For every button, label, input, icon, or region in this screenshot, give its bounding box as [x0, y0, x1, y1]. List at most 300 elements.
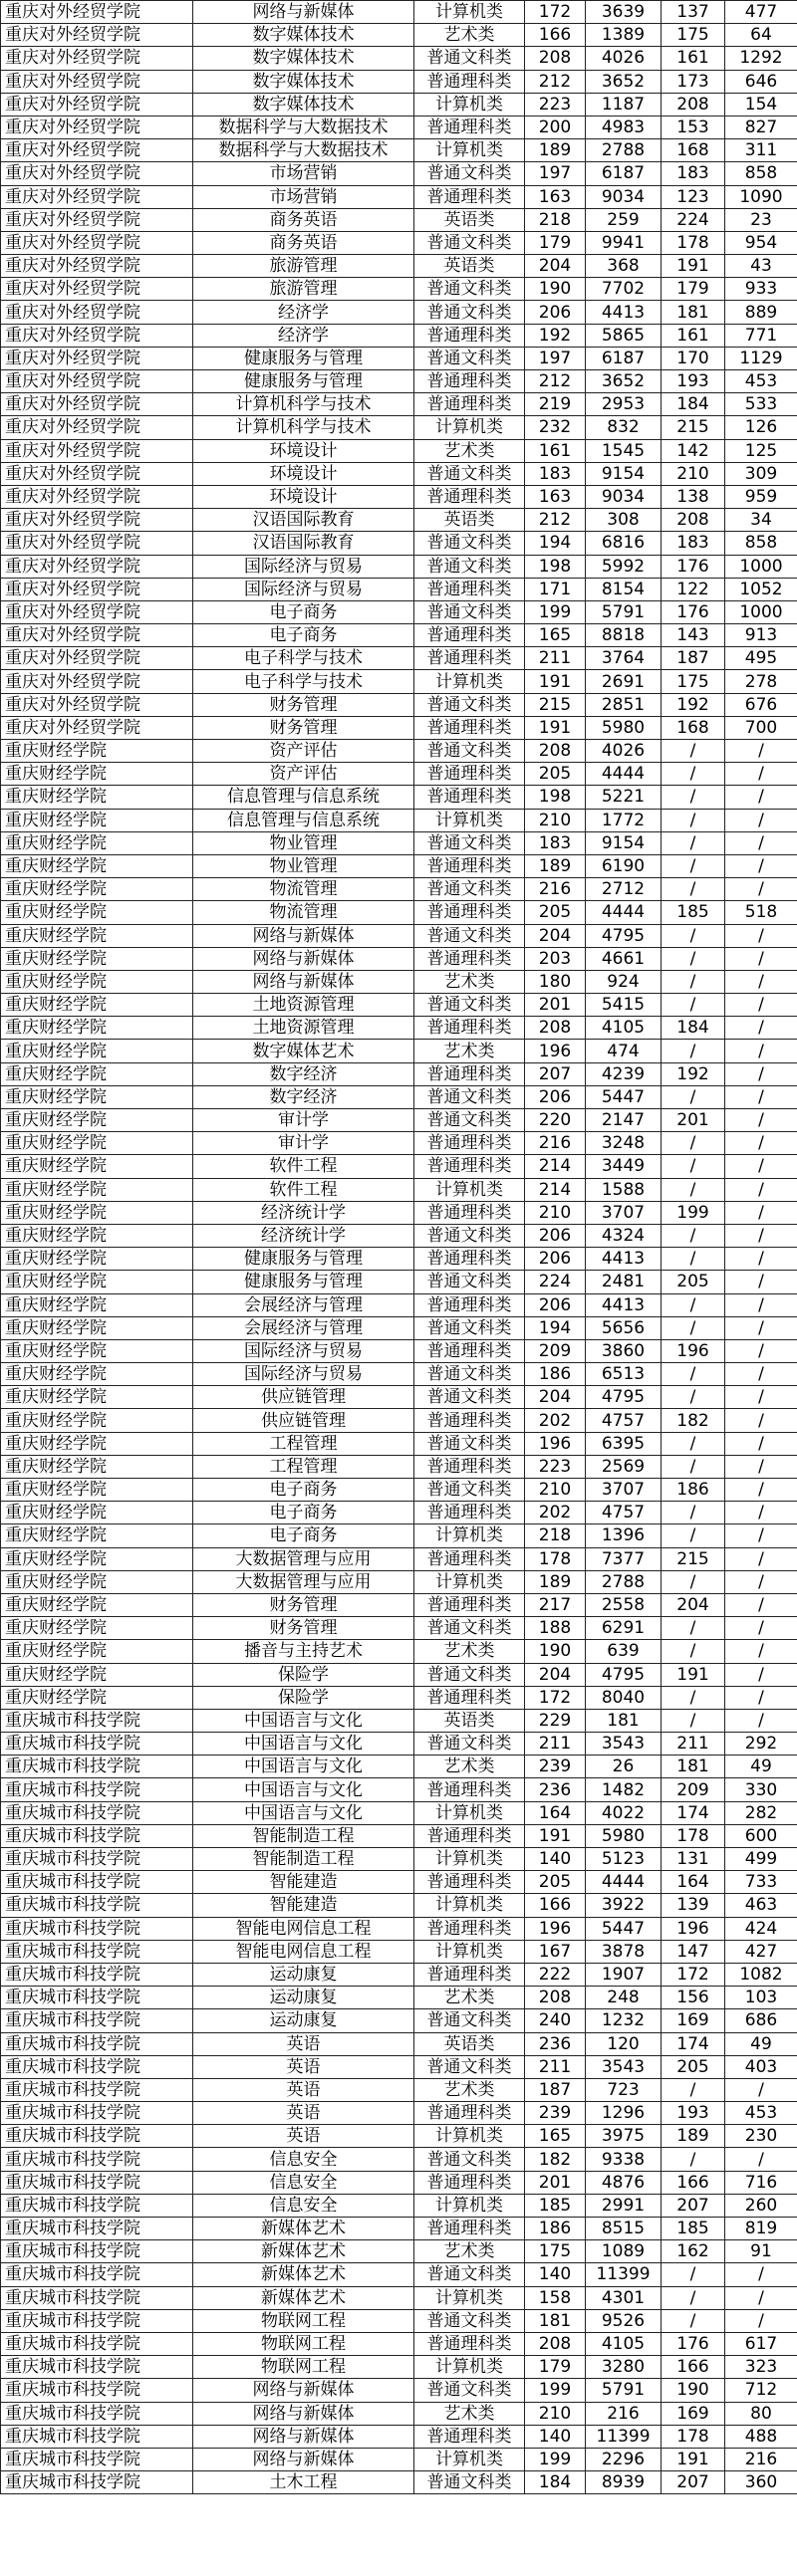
major-name-cell: 英语	[193, 2032, 414, 2055]
score-cell: 204	[525, 1663, 586, 1686]
school-name-cell: 重庆对外经贸学院	[1, 693, 193, 716]
major-name-cell: 资产评估	[193, 763, 414, 786]
rank-cell: 4022	[586, 1801, 662, 1824]
table-row	[1, 831, 797, 854]
table-row	[1, 278, 797, 301]
school-name-cell: 重庆对外经贸学院	[1, 116, 193, 138]
table-row	[1, 1733, 797, 1756]
prev-score-cell: /	[662, 1316, 725, 1339]
school-name-cell: 重庆财经学院	[1, 1502, 193, 1524]
prev-rank-cell: /	[725, 1593, 797, 1616]
table-row	[1, 2055, 797, 2078]
major-name-cell: 旅游管理	[193, 255, 414, 278]
school-name-cell: 重庆城市科技学院	[1, 2078, 193, 2101]
rank-cell: 8040	[586, 1686, 662, 1709]
school-name-cell: 重庆对外经贸学院	[1, 301, 193, 324]
rank-cell: 4105	[586, 1017, 662, 1040]
table-row	[1, 1386, 797, 1409]
score-cell: 236	[525, 2032, 586, 2055]
school-name-cell: 重庆财经学院	[1, 1386, 193, 1409]
category-cell: 普通理科类	[414, 1062, 525, 1085]
category-cell: 普通理科类	[414, 1502, 525, 1524]
table-row	[1, 786, 797, 809]
rank-cell: 5447	[586, 1917, 662, 1940]
school-name-cell: 重庆对外经贸学院	[1, 532, 193, 555]
rank-cell: 5992	[586, 555, 662, 578]
school-name-cell: 重庆财经学院	[1, 1524, 193, 1547]
table-row	[1, 1316, 797, 1339]
major-name-cell: 数据科学与大数据技术	[193, 139, 414, 162]
category-cell: 普通文科类	[414, 1224, 525, 1247]
prev-rank-cell: 49	[725, 1756, 797, 1778]
prev-score-cell: 209	[662, 1778, 725, 1801]
major-name-cell: 供应链管理	[193, 1386, 414, 1409]
table-row	[1, 600, 797, 623]
score-cell: 191	[525, 670, 586, 693]
table-row	[1, 1363, 797, 1386]
category-cell: 普通理科类	[414, 2102, 525, 2125]
major-name-cell: 会展经济与管理	[193, 1316, 414, 1339]
score-cell: 223	[525, 1455, 586, 1478]
major-name-cell: 智能建造	[193, 1871, 414, 1894]
score-cell: 165	[525, 2125, 586, 2148]
rank-cell: 2481	[586, 1271, 662, 1293]
rank-cell: 4757	[586, 1409, 662, 1432]
table-row	[1, 2125, 797, 2148]
major-name-cell: 运动康复	[193, 2009, 414, 2032]
major-name-cell: 运动康复	[193, 1963, 414, 1986]
major-name-cell: 财务管理	[193, 693, 414, 716]
major-name-cell: 财务管理	[193, 1617, 414, 1640]
school-name-cell: 重庆城市科技学院	[1, 2148, 193, 2171]
table-row	[1, 878, 797, 901]
score-cell: 236	[525, 1778, 586, 1801]
school-name-cell: 重庆财经学院	[1, 1178, 193, 1201]
rank-cell: 4795	[586, 924, 662, 947]
category-cell: 艺术类	[414, 2078, 525, 2101]
rank-cell: 5980	[586, 716, 662, 739]
major-name-cell: 国际经济与贸易	[193, 1339, 414, 1362]
major-name-cell: 物联网工程	[193, 2309, 414, 2332]
prev-score-cell: 162	[662, 2240, 725, 2263]
prev-score-cell: /	[662, 809, 725, 831]
prev-score-cell: 190	[662, 2379, 725, 2402]
prev-rank-cell: 216	[725, 2448, 797, 2470]
score-cell: 196	[525, 1917, 586, 1940]
major-name-cell: 资产评估	[193, 740, 414, 763]
rank-cell: 2691	[586, 670, 662, 693]
category-cell: 普通文科类	[414, 278, 525, 301]
prev-rank-cell: 495	[725, 647, 797, 670]
prev-score-cell: 183	[662, 532, 725, 555]
table-row	[1, 670, 797, 693]
prev-score-cell: 168	[662, 716, 725, 739]
score-cell: 211	[525, 647, 586, 670]
score-cell: 140	[525, 1848, 586, 1871]
prev-rank-cell: 477	[725, 1, 797, 24]
major-name-cell: 保险学	[193, 1663, 414, 1686]
prev-rank-cell: 126	[725, 416, 797, 439]
prev-rank-cell: 600	[725, 1824, 797, 1847]
prev-score-cell: 175	[662, 670, 725, 693]
prev-score-cell: 208	[662, 93, 725, 116]
major-name-cell: 旅游管理	[193, 278, 414, 301]
prev-score-cell: 191	[662, 1663, 725, 1686]
category-cell: 计算机类	[414, 1524, 525, 1547]
prev-rank-cell: 424	[725, 1917, 797, 1940]
major-name-cell: 网络与新媒体	[193, 2402, 414, 2425]
rank-cell: 4026	[586, 47, 662, 70]
score-cell: 194	[525, 532, 586, 555]
table-row	[1, 809, 797, 831]
score-cell: 201	[525, 994, 586, 1017]
prev-score-cell: /	[662, 1132, 725, 1155]
score-cell: 202	[525, 1502, 586, 1524]
rank-cell: 5221	[586, 786, 662, 809]
category-cell: 普通文科类	[414, 600, 525, 623]
major-name-cell: 国际经济与贸易	[193, 555, 414, 578]
rank-cell: 4413	[586, 1248, 662, 1271]
prev-rank-cell: 858	[725, 162, 797, 185]
table-row	[1, 2102, 797, 2125]
prev-score-cell: 170	[662, 347, 725, 369]
category-cell: 计算机类	[414, 809, 525, 831]
score-cell: 208	[525, 2332, 586, 2355]
table-row	[1, 70, 797, 93]
major-name-cell: 经济统计学	[193, 1224, 414, 1247]
school-name-cell: 重庆财经学院	[1, 1409, 193, 1432]
school-name-cell: 重庆对外经贸学院	[1, 47, 193, 70]
prev-rank-cell: 933	[725, 278, 797, 301]
prev-score-cell: /	[662, 786, 725, 809]
category-cell: 计算机类	[414, 1178, 525, 1201]
major-name-cell: 中国语言与文化	[193, 1801, 414, 1824]
category-cell: 普通文科类	[414, 1109, 525, 1132]
score-cell: 214	[525, 1178, 586, 1201]
prev-rank-cell: 154	[725, 93, 797, 116]
table-row	[1, 578, 797, 600]
table-row	[1, 509, 797, 532]
score-cell: 198	[525, 786, 586, 809]
school-name-cell: 重庆财经学院	[1, 1455, 193, 1478]
major-name-cell: 智能电网信息工程	[193, 1940, 414, 1963]
score-cell: 204	[525, 924, 586, 947]
prev-score-cell: 187	[662, 647, 725, 670]
school-name-cell: 重庆财经学院	[1, 1085, 193, 1108]
rank-cell: 2953	[586, 393, 662, 416]
prev-score-cell: 166	[662, 2356, 725, 2379]
prev-score-cell: 176	[662, 555, 725, 578]
table-row	[1, 439, 797, 462]
score-cell: 189	[525, 1570, 586, 1593]
major-name-cell: 大数据管理与应用	[193, 1547, 414, 1570]
school-name-cell: 重庆对外经贸学院	[1, 93, 193, 116]
score-cell: 212	[525, 70, 586, 93]
prev-rank-cell: /	[725, 1017, 797, 1040]
major-name-cell: 运动康复	[193, 1987, 414, 2009]
major-name-cell: 网络与新媒体	[193, 2448, 414, 2470]
prev-rank-cell: 360	[725, 2471, 797, 2494]
table-row	[1, 947, 797, 970]
category-cell: 普通文科类	[414, 2009, 525, 2032]
prev-score-cell: 193	[662, 370, 725, 393]
major-name-cell: 中国语言与文化	[193, 1709, 414, 1732]
school-name-cell: 重庆对外经贸学院	[1, 139, 193, 162]
major-name-cell: 信息安全	[193, 2171, 414, 2194]
major-name-cell: 市场营销	[193, 162, 414, 185]
rank-cell: 26	[586, 1756, 662, 1778]
table-row	[1, 116, 797, 138]
major-name-cell: 电子商务	[193, 600, 414, 623]
major-name-cell: 信息安全	[193, 2194, 414, 2217]
rank-cell: 216	[586, 2402, 662, 2425]
prev-score-cell: 224	[662, 208, 725, 231]
prev-rank-cell: 260	[725, 2194, 797, 2217]
category-cell: 普通理科类	[414, 947, 525, 970]
school-name-cell: 重庆财经学院	[1, 1201, 193, 1224]
prev-rank-cell: 103	[725, 1987, 797, 2009]
rank-cell: 3248	[586, 1132, 662, 1155]
category-cell: 英语类	[414, 2032, 525, 2055]
prev-rank-cell: /	[725, 1409, 797, 1432]
major-name-cell: 大数据管理与应用	[193, 1570, 414, 1593]
table-row	[1, 740, 797, 763]
category-cell: 艺术类	[414, 2240, 525, 2263]
prev-score-cell: 191	[662, 255, 725, 278]
school-name-cell: 重庆对外经贸学院	[1, 439, 193, 462]
rank-cell: 120	[586, 2032, 662, 2055]
table-row	[1, 1871, 797, 1894]
prev-score-cell: /	[662, 1640, 725, 1663]
score-cell: 183	[525, 831, 586, 854]
prev-rank-cell: 686	[725, 2009, 797, 2032]
score-cell: 206	[525, 1293, 586, 1316]
rank-cell: 2712	[586, 878, 662, 901]
category-cell: 普通文科类	[414, 1316, 525, 1339]
school-name-cell: 重庆对外经贸学院	[1, 162, 193, 185]
table-row	[1, 1617, 797, 1640]
prev-score-cell: 211	[662, 1733, 725, 1756]
prev-rank-cell: 954	[725, 231, 797, 254]
table-row	[1, 970, 797, 993]
table-row	[1, 2263, 797, 2286]
prev-rank-cell: 427	[725, 1940, 797, 1963]
rank-cell: 3449	[586, 1155, 662, 1178]
prev-rank-cell: /	[725, 2309, 797, 2332]
category-cell: 艺术类	[414, 1040, 525, 1062]
major-name-cell: 数字媒体技术	[193, 47, 414, 70]
rank-cell: 11399	[586, 2263, 662, 2286]
rank-cell: 474	[586, 1040, 662, 1062]
rank-cell: 3878	[586, 1940, 662, 1963]
category-cell: 普通理科类	[414, 1824, 525, 1847]
rank-cell: 4105	[586, 2332, 662, 2355]
prev-score-cell: /	[662, 1617, 725, 1640]
category-cell: 普通理科类	[414, 185, 525, 208]
school-name-cell: 重庆财经学院	[1, 947, 193, 970]
rank-cell: 4757	[586, 1502, 662, 1524]
school-name-cell: 重庆城市科技学院	[1, 1801, 193, 1824]
table-row	[1, 1409, 797, 1432]
school-name-cell: 重庆财经学院	[1, 970, 193, 993]
category-cell: 普通文科类	[414, 924, 525, 947]
rank-cell: 5865	[586, 324, 662, 347]
table-row	[1, 2332, 797, 2355]
major-name-cell: 数字媒体技术	[193, 24, 414, 47]
prev-score-cell: 181	[662, 1756, 725, 1778]
prev-rank-cell: /	[725, 2148, 797, 2171]
prev-score-cell: /	[662, 1224, 725, 1247]
rank-cell: 6816	[586, 532, 662, 555]
category-cell: 普通文科类	[414, 2379, 525, 2402]
prev-score-cell: /	[662, 2263, 725, 2286]
major-name-cell: 健康服务与管理	[193, 347, 414, 369]
prev-score-cell: 176	[662, 2332, 725, 2355]
major-name-cell: 供应链管理	[193, 1409, 414, 1432]
school-name-cell: 重庆对外经贸学院	[1, 255, 193, 278]
prev-score-cell: 178	[662, 2425, 725, 2448]
school-name-cell: 重庆对外经贸学院	[1, 555, 193, 578]
table-row	[1, 1062, 797, 1085]
score-cell: 172	[525, 1, 586, 24]
rank-cell: 3922	[586, 1894, 662, 1917]
major-name-cell: 数据科学与大数据技术	[193, 116, 414, 138]
category-cell: 普通理科类	[414, 324, 525, 347]
category-cell: 普通理科类	[414, 1871, 525, 1894]
major-name-cell: 国际经济与贸易	[193, 1363, 414, 1386]
score-cell: 205	[525, 1871, 586, 1894]
prev-rank-cell: /	[725, 1109, 797, 1132]
prev-rank-cell: /	[725, 1455, 797, 1478]
major-name-cell: 电子科学与技术	[193, 647, 414, 670]
category-cell: 普通文科类	[414, 1386, 525, 1409]
score-cell: 191	[525, 716, 586, 739]
prev-rank-cell: /	[725, 1502, 797, 1524]
rank-cell: 4324	[586, 1224, 662, 1247]
major-name-cell: 物业管理	[193, 831, 414, 854]
prev-rank-cell: 49	[725, 2032, 797, 2055]
prev-score-cell: /	[662, 1386, 725, 1409]
table-row	[1, 1339, 797, 1362]
prev-score-cell: 208	[662, 509, 725, 532]
category-cell: 艺术类	[414, 439, 525, 462]
prev-rank-cell: 819	[725, 2218, 797, 2240]
score-cell: 189	[525, 139, 586, 162]
prev-rank-cell: 330	[725, 1778, 797, 1801]
major-name-cell: 软件工程	[193, 1155, 414, 1178]
category-cell: 计算机类	[414, 416, 525, 439]
school-name-cell: 重庆城市科技学院	[1, 2356, 193, 2379]
major-name-cell: 电子商务	[193, 1524, 414, 1547]
prev-score-cell: 142	[662, 439, 725, 462]
category-cell: 普通理科类	[414, 763, 525, 786]
score-cell: 206	[525, 1248, 586, 1271]
table-body	[1, 1, 797, 2494]
category-cell: 普通文科类	[414, 1432, 525, 1455]
table-row	[1, 2009, 797, 2032]
category-cell: 普通文科类	[414, 532, 525, 555]
prev-rank-cell: /	[725, 970, 797, 993]
rank-cell: 3860	[586, 1339, 662, 1362]
prev-score-cell: 139	[662, 1894, 725, 1917]
school-name-cell: 重庆城市科技学院	[1, 2171, 193, 2194]
table-row	[1, 716, 797, 739]
category-cell: 普通理科类	[414, 70, 525, 93]
rank-cell: 7377	[586, 1547, 662, 1570]
category-cell: 普通文科类	[414, 1663, 525, 1686]
score-cell: 229	[525, 1709, 586, 1732]
prev-rank-cell: 1129	[725, 347, 797, 369]
school-name-cell: 重庆城市科技学院	[1, 2194, 193, 2217]
prev-score-cell: /	[662, 994, 725, 1017]
prev-rank-cell: 518	[725, 901, 797, 924]
score-cell: 163	[525, 185, 586, 208]
score-cell: 206	[525, 1224, 586, 1247]
prev-score-cell: 178	[662, 231, 725, 254]
rank-cell: 6187	[586, 162, 662, 185]
school-name-cell: 重庆城市科技学院	[1, 1733, 193, 1756]
category-cell: 普通理科类	[414, 1293, 525, 1316]
table-row	[1, 1, 797, 24]
major-name-cell: 数字经济	[193, 1062, 414, 1085]
table-row	[1, 208, 797, 231]
school-name-cell: 重庆对外经贸学院	[1, 324, 193, 347]
prev-rank-cell: 700	[725, 716, 797, 739]
major-name-cell: 软件工程	[193, 1178, 414, 1201]
school-name-cell: 重庆财经学院	[1, 1479, 193, 1502]
table-row	[1, 1547, 797, 1570]
school-name-cell: 重庆城市科技学院	[1, 2102, 193, 2125]
table-row	[1, 1248, 797, 1271]
major-name-cell: 经济统计学	[193, 1201, 414, 1224]
rank-cell: 5415	[586, 994, 662, 1017]
score-cell: 166	[525, 1894, 586, 1917]
table-row	[1, 2148, 797, 2171]
school-name-cell: 重庆财经学院	[1, 1040, 193, 1062]
score-cell: 218	[525, 208, 586, 231]
category-cell: 计算机类	[414, 93, 525, 116]
category-cell: 普通理科类	[414, 854, 525, 877]
table-row	[1, 1824, 797, 1847]
major-name-cell: 工程管理	[193, 1432, 414, 1455]
table-row	[1, 255, 797, 278]
score-cell: 202	[525, 1409, 586, 1432]
category-cell: 普通理科类	[414, 1132, 525, 1155]
rank-cell: 4795	[586, 1663, 662, 1686]
major-name-cell: 英语	[193, 2102, 414, 2125]
category-cell: 普通文科类	[414, 2263, 525, 2286]
category-cell: 普通文科类	[414, 1271, 525, 1293]
prev-score-cell: 191	[662, 2448, 725, 2470]
major-name-cell: 环境设计	[193, 485, 414, 508]
score-cell: 180	[525, 970, 586, 993]
rank-cell: 5980	[586, 1824, 662, 1847]
category-cell: 普通理科类	[414, 1155, 525, 1178]
score-cell: 178	[525, 1547, 586, 1570]
prev-rank-cell: 959	[725, 485, 797, 508]
major-name-cell: 网络与新媒体	[193, 1, 414, 24]
prev-score-cell: 173	[662, 70, 725, 93]
prev-score-cell: 175	[662, 24, 725, 47]
school-name-cell: 重庆对外经贸学院	[1, 600, 193, 623]
prev-score-cell: /	[662, 878, 725, 901]
category-cell: 普通理科类	[414, 1963, 525, 1986]
prev-rank-cell: /	[725, 786, 797, 809]
prev-rank-cell: /	[725, 1547, 797, 1570]
table-row	[1, 1017, 797, 1040]
table-row	[1, 1224, 797, 1247]
score-cell: 184	[525, 2471, 586, 2494]
